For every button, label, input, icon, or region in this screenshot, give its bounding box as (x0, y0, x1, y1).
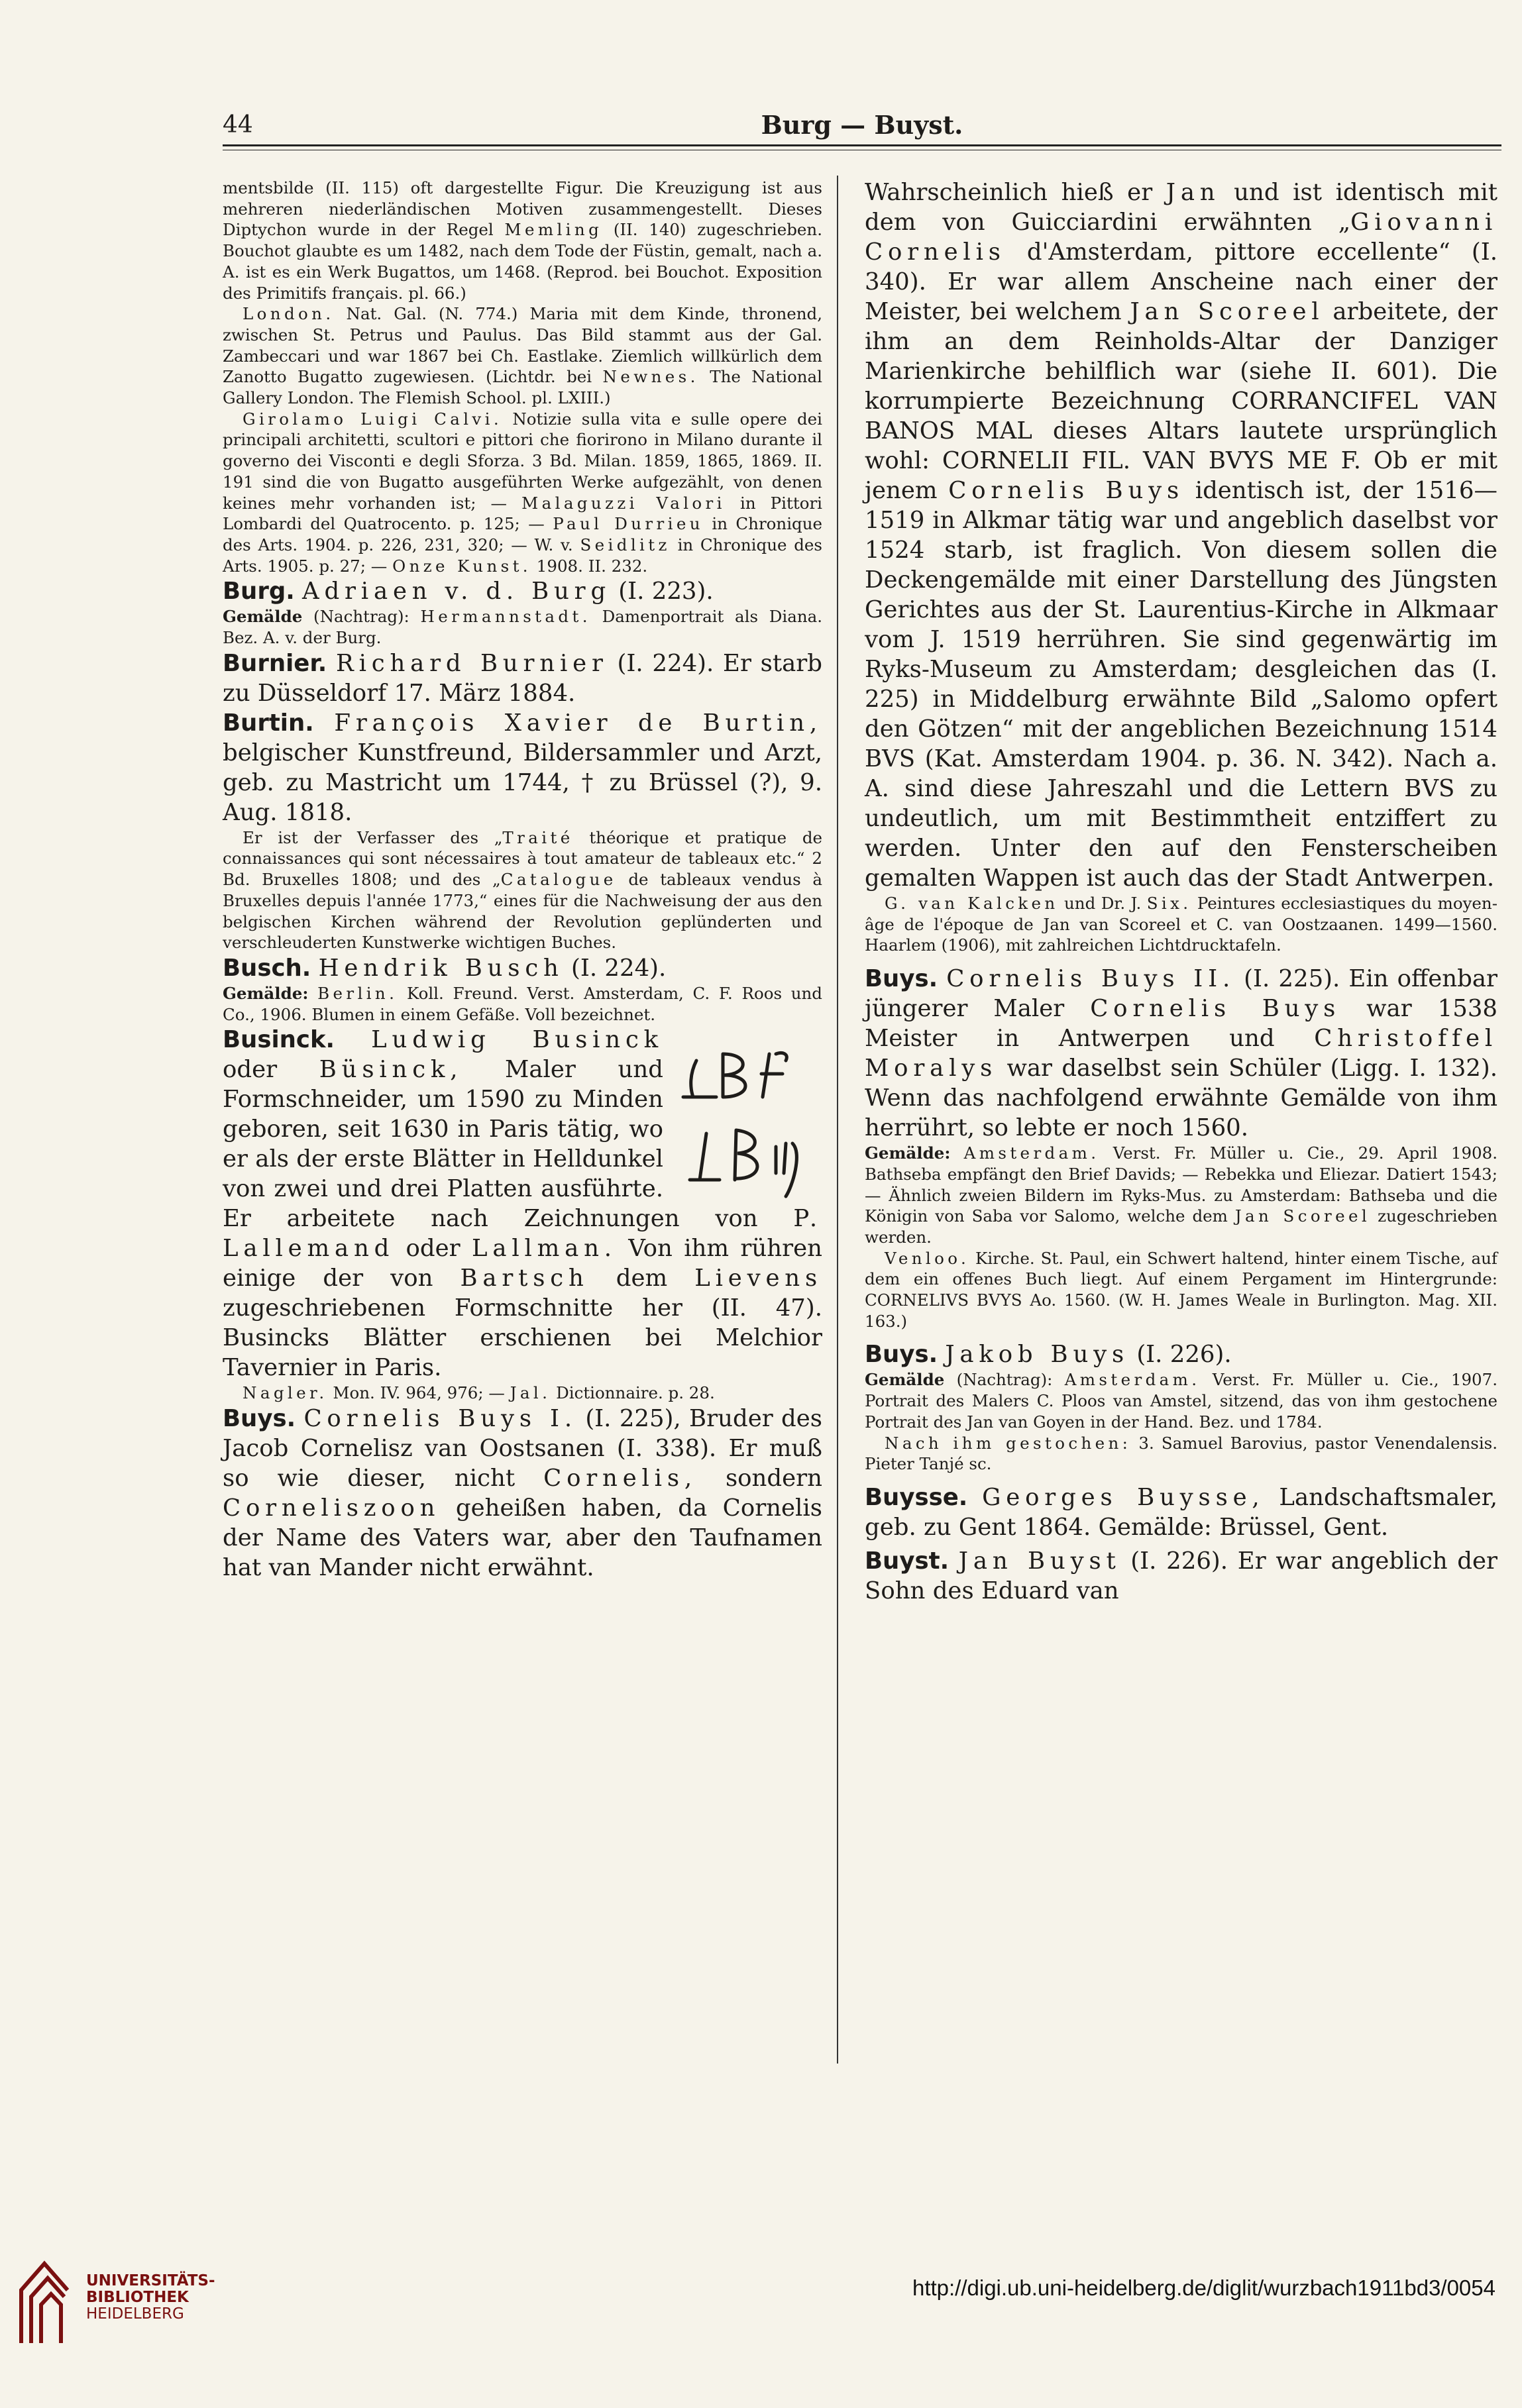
entry-buys-cornelis-ii-note: Gemälde: Amsterdam. Verst. Fr. Müller u. Cie., 29. April 1908. Bathseba empfängt den Brief Davids; — Rebekka und Eliezar. Datiert 1543; — Ähnlich zweien Bildern im Ryks-Mus. zu Amsterdam: Bathseba und die Königin von Saba vor Salomo, welche dem Jan Scoreel zugeschrieben werden. (865, 1143, 1498, 1247)
entry-buys-literature: G. van Kalcken und Dr. J. Six. Peintures ecclesiastiques du moyen-âge de l'époque de Jan van Scoreel et C. van Oostzaanen. 1499—1560. Haarlem (1906), mit zahlreichen Lichtdrucktafeln. (865, 894, 1497, 955)
right-column (865, 178, 1497, 1606)
entry-busch-note: Gemälde: Berlin. Koll. Freund. Verst. Amsterdam, C. F. Roos und Co., 1906. Blumen in einem Gefäße. Voll bezeichnet. (223, 983, 822, 1024)
headword: Buysse. (865, 1483, 968, 1511)
entry-buys-cornelis-i: Buys. Cornelis Buys I. (I. 225), Bruder des Jacob Cornelisz van Oostsanen (I. 338). Er muß so wie dieser, nicht Cornelis, sondern Corneliszoon geheißen haben, da Cornelis der Name des Vaters war, aber den Taufnamen hat van Mander nicht erwähnt. (223, 1405, 822, 1582)
library-name: UNIVERSITÄTS- BIBLIOTHEK HEIDELBERG (86, 2272, 215, 2323)
entry-businck: Businck. Ludwig Businck oder Büsinck, Maler und Formschneider, um 1590 zu Minden geboren, seit 1630 in Paris tätig, wo er als der erste Blätter in Helldunkel von zwei und drei Platten ausführte. Er arbeitete nach Zeichnungen von P. Lallemand oder Lallman. Von ihm rühren einige der von Bartsch dem Lievens zugeschriebenen Formschnitte her (II. 47). Busincks Blätter erschienen bei Melchior Tavernier in Paris. (223, 1026, 822, 1382)
entry-buys-jakob: Buys. Jakob Buys (I. 226). (865, 1341, 1232, 1369)
entry-busch: Busch. Hendrik Busch (I. 224). (223, 954, 667, 982)
library-logo-icon (15, 2250, 74, 2350)
entry-note-literature: Girolamo Luigi Calvi. Notizie sulla vita e sulle opere dei principali architetti, scultori e pittori che fiorirono in Milano durante il governo dei Visconti e degli Sforza. 3 Bd. Milan. 1859, 1865, 1869. II. 191 sind die von Bugatto ausgeführten Werke aufgezählt, von denen keines mehr vorhanden ist; — Malaguzzi Valori in Pittori Lombardi del Quatrocento. p. 125; — Paul Durrieu in Chronique des Arts. 1904. p. 226, 231, 320; — W. v. Seidlitz in Chronique des Arts. 1905. p. 27; — Onze Kunst. 1908. II. 232. (223, 409, 822, 576)
entry-buys-jakob-engraving: Nach ihm gestochen: 3. Samuel Barovius, pastor Venendalensis. Pieter Tanjé sc. (865, 1433, 1498, 1474)
monogram-image (677, 1034, 822, 1200)
entry-businck-note: Nagler. Mon. IV. 964, 976; — Jal. Dictionnaire. p. 28. (243, 1383, 715, 1403)
headword: Buys. (865, 1341, 938, 1369)
headword: Burnier. (223, 649, 327, 677)
entry-burg-note: Gemälde (Nachtrag): Hermannstadt. Damenportrait als Diana. Bez. A. v. der Burg. (223, 607, 823, 648)
page-number: 44 (223, 111, 253, 138)
column-divider (837, 176, 838, 2064)
page-title: Burg — Buyst. (761, 110, 963, 140)
entry-buys-venloo-note: Venloo. Kirche. St. Paul, ein Schwert haltend, hinter einem Tische, auf dem ein offenes Buch liegt. Auf einem Pergament im Hintergrunde: CORNELIVS BVYS Ao. 1560. (W. H. James Weale in Burlington. Mag. XII. 163.) (865, 1248, 1497, 1331)
footer (0, 2249, 1522, 2408)
entry-buys-jakob-note: Gemälde (Nachtrag): Amsterdam. Verst. Fr. Müller u. Cie., 1907. Portrait des Malers C. Ploos van Amstel, sitzend, das von ihm gestochene Portrait des Jan van Goyen in der Hand. Bez. und 1784. (865, 1370, 1497, 1432)
headword: Burtin. (223, 709, 314, 737)
entry-buys-continuation: Wahrscheinlich hieß er Jan und ist identisch mit dem von Guicciardini erwähnten „Giovanni Cornelis d'Amsterdam, pittore eccellente“ (I. 340). Er war allem Anscheine nach einer der Meister, bei welchem Jan Scoreel arbeitete, der ihm an dem Reinholds-Altar der Danziger Marienkirche behilflich war (siehe II. 601). Die korrumpierte Bezeichnung CORRANCIFEL VAN BANOS MAL dieses Altars lautete ursprünglich wohl: CORNELII FIL. VAN BVYS ME F. Ob er mit jenem Cornelis Buys identisch ist, der 1516—1519 in Alkmar tätig war und angeblich daselbst vor 1524 starb, ist fraglich. Von diesem sollen die Deckengemälde mit einer Darstellung des Jüngsten Gerichtes aus der St. Laurentius-Kirche in Alkmaar vom J. 1519 herrühren. Sie sind gegenwärtig im Ryks-Museum zu Amsterdam; desgleichen das (I. 225) in Middelburg erwähnte Bild „Salomo opfert den Götzen“ mit der angeblichen Bezeichnung 1514 BVS (Kat. Amsterdam 1904. p. 36. N. 342). Nach a. A. sind diese Jahreszahl und die Lettern BVS zu undeutlich, um mit Bestimmtheit entziffert zu werden. Unter den auf den Fensterscheiben gemalten Wappen ist auch das der Stadt Antwerpen. (865, 179, 1497, 892)
entry-buyst: Buyst. Jan Buyst (I. 226). Er war angeblich der Sohn des Eduard van (865, 1547, 1497, 1604)
entry-burtin-note: Er ist der Verfasser des „Traité théorique et pratique de connaissances qui sont nécessaires à tout amateur de tableaux etc.“ 2 Bd. Bruxelles 1808; und des „Catalogue de tableaux vendus à Bruxelles depuis l'année 1773,“ eines für die Nachweisung der aus den belgischen Kirchen während der Revolution geplünderten und verschleuderten Kunstwerke wichtigen Buches. (223, 827, 823, 953)
entry-burg: Burg. Adriaen v. d. Burg (I. 223). (223, 578, 714, 605)
headword: Buyst. (865, 1547, 950, 1575)
source-url[interactable]: http://digi.ub.uni-heidelberg.de/diglit/wurzbach1911bd3/0054 (912, 2276, 1495, 2300)
headword: Burg. (223, 578, 295, 605)
headword: Busch. (223, 954, 311, 982)
entry-note-london: London. Nat. Gal. (N. 774.) Maria mit dem Kinde, thronend, zwischen St. Petrus und Paulus. Das Bild stammt aus der Gal. Zambeccari und war 1867 bei Ch. Eastlake. Ziemlich willkürlich dem Zanotto Bugatto zugewiesen. (Lichtdr. bei Newnes. The National Gallery London. The Flemish School. pl. LXIII.) (223, 304, 822, 408)
entry-continuation: mentsbilde (II. 115) oft dargestellte Figur. Die Kreuzigung ist aus mehreren niederländischen Motiven zusammengestellt. Dieses Diptychon wurde in der Regel Memling (II. 140) zugeschrieben. Bouchot glaubte es um 1482, nach dem Tode der Füstin, gemalt, nach a. A. ist es ein Werk Bugattos, um 1468. (Reprod. bei Bouchot. Exposition des Primitifs français. pl. 66.) (223, 178, 823, 303)
header-rule (223, 144, 1501, 146)
entry-buysse: Buysse. Georges Buysse, Landschaftsmaler, geb. zu Gent 1864. Gemälde: Brüssel, Gent. (865, 1483, 1497, 1541)
left-column (223, 178, 822, 1583)
entry-burnier: Burnier. Richard Burnier (I. 224). Er starb zu Düsseldorf 17. März 1884. (223, 649, 822, 707)
headword: Buys. (865, 965, 938, 993)
headword: Buys. (223, 1405, 296, 1433)
running-header (223, 107, 1501, 143)
entry-burtin: Burtin. François Xavier de Burtin, belgischer Kunstfreund, Bildersammler und Arzt, geb. zu Mastricht um 1744, † zu Brüssel (?), 9. Aug. 1818. (223, 709, 822, 826)
entry-buys-cornelis-ii: Buys. Cornelis Buys II. (I. 225). Ein offenbar jüngerer Maler Cornelis Buys war 1538 Meister in Antwerpen und Christoffel Moralys war daselbst sein Schüler (Ligg. I. 132). Wenn das nachfolgend erwähnte Gemälde von ihm herrührt, so lebte er noch 1560. (865, 965, 1497, 1142)
headword: Businck. (223, 1026, 335, 1054)
